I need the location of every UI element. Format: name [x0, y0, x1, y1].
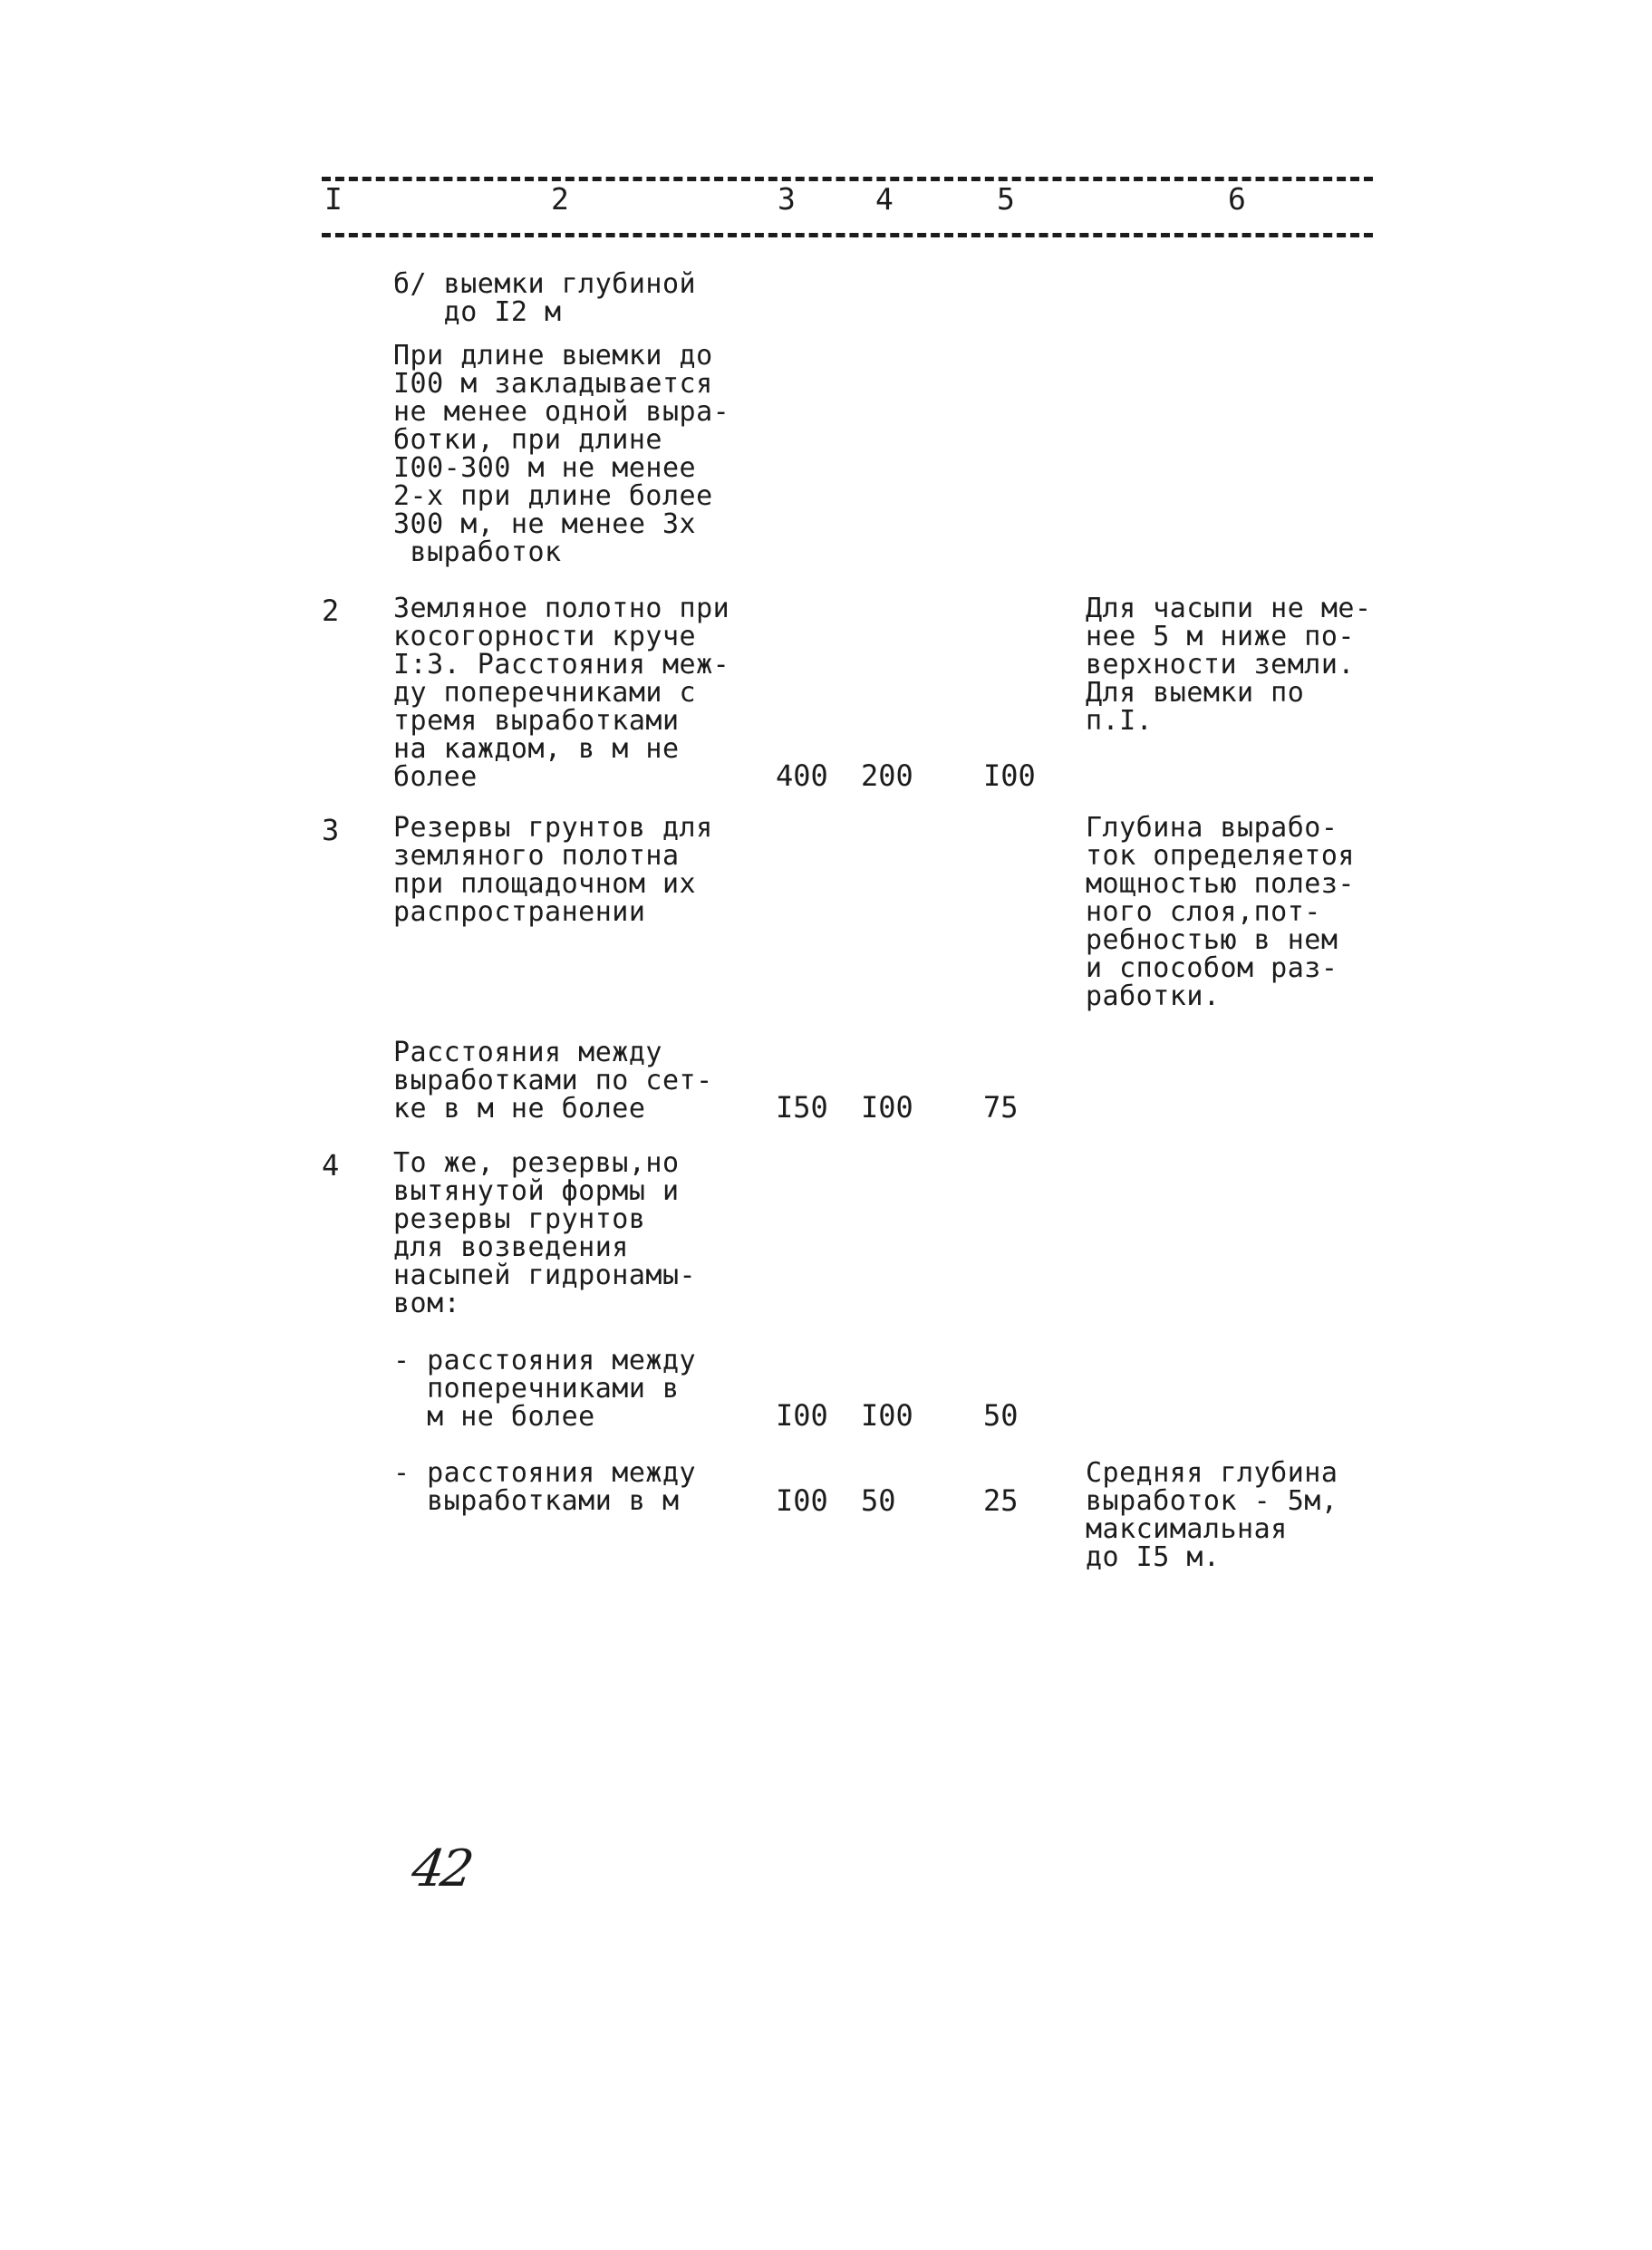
row-2-number: 2	[322, 594, 340, 628]
header-top-rule	[322, 177, 1373, 181]
row-2-col4: 200	[861, 758, 913, 793]
row-1b-heading: б/ выемки глубиной до I2 м	[393, 268, 697, 328]
row-3-col5: 75	[983, 1090, 1019, 1125]
row-4-description: То же, резервы,но вытянутой формы и резервы грунтов для возведения насыпей гидронамы- вом:	[393, 1147, 697, 1319]
header-col-5: 5	[997, 181, 1015, 217]
row-4-sub-1: - расстояния между поперечниками в м не более	[393, 1345, 697, 1433]
row-2-col5: I00	[983, 758, 1036, 793]
row-1b-text: При длине выемки до I00 м закладывается не менее одной выра- ботки, при длине I00-300 м не менее 2-х при длине более 300 м, не менее 3х выработок	[393, 340, 730, 568]
row-3-col3: I50	[776, 1090, 828, 1125]
row-4-note: Средняя глубина выработок - 5м, максимальная до I5 м.	[1086, 1457, 1338, 1573]
row-4-sub-2-col5: 25	[983, 1483, 1019, 1518]
row-2-description: Земляное полотно при косогорности круче I:3. Расстояния меж- ду поперечниками с тремя выработками на каждом, в м не более	[393, 593, 730, 793]
row-3-description: Резервы грунтов для земляного полотна при площадочном их распространении	[393, 812, 713, 928]
row-4-sub-1-col3: I00	[776, 1398, 828, 1433]
header-col-3: 3	[778, 181, 796, 217]
header-col-4: 4	[875, 181, 894, 217]
handwritten-page-number: 42	[408, 1840, 474, 1898]
row-4-sub-1-col4: I00	[861, 1398, 913, 1433]
row-3-note: Глубина вырабо- ток определяетоя мощностью полез- ного слоя,пот- ребностью в нем и способом раз- работки.	[1086, 812, 1355, 1012]
row-2-note: Для часыпи не ме- нее 5 м ниже по- верхности земли. Для выемки по п.I.	[1086, 593, 1372, 737]
row-4-number: 4	[322, 1148, 340, 1183]
row-2-col3: 400	[776, 758, 828, 793]
row-4-sub-2-col3: I00	[776, 1483, 828, 1518]
row-4-sub-2-col4: 50	[861, 1483, 896, 1518]
header-bottom-rule	[322, 233, 1373, 237]
header-col-1: I	[324, 181, 343, 217]
row-3-col4: I00	[861, 1090, 913, 1125]
row-4-sub-1-col5: 50	[983, 1398, 1019, 1433]
row-3-description-2: Расстояния между выработками по сет- ке в м не более	[393, 1037, 713, 1125]
header-col-6: 6	[1228, 181, 1246, 217]
row-4-sub-2: - расстояния между выработками в м	[393, 1457, 697, 1517]
header-col-2: 2	[551, 181, 569, 217]
row-3-number: 3	[322, 813, 340, 847]
